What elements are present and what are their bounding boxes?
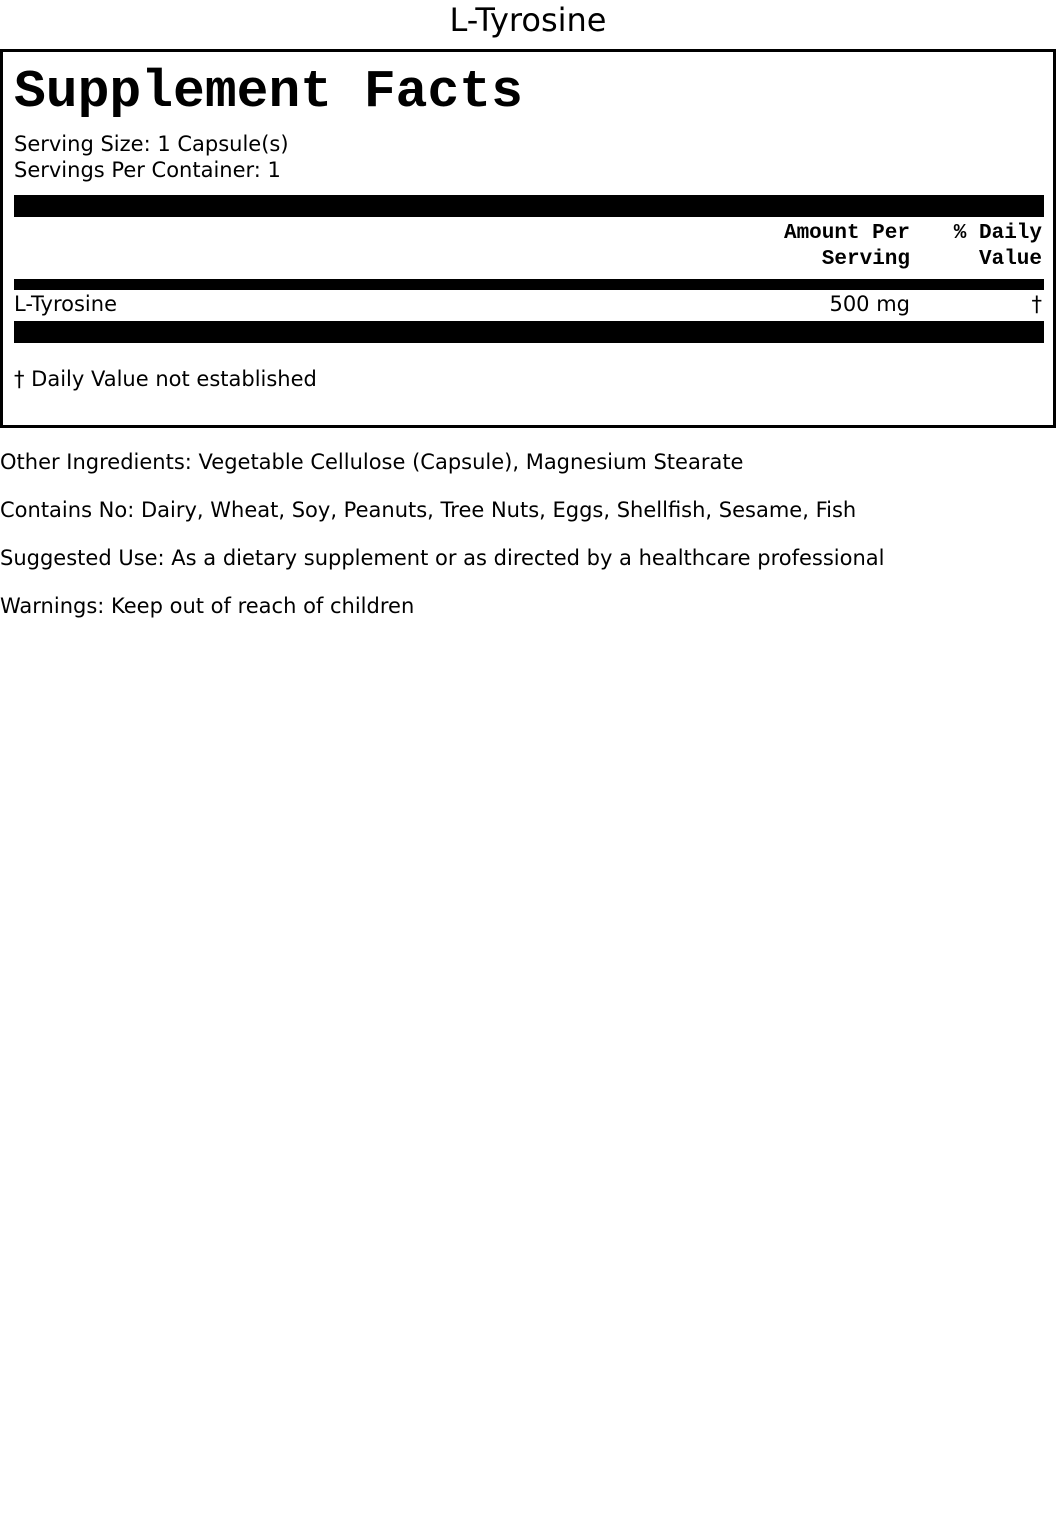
daily-value-footnote: † Daily Value not established: [14, 367, 317, 391]
divider-thick-bottom: [14, 321, 1044, 343]
column-header-amount-per-serving: Amount Per Serving: [783, 222, 910, 271]
facts-heading: Supplement Facts: [14, 62, 523, 122]
contains-no: Contains No: Dairy, Wheat, Soy, Peanuts, Tree Nuts, Eggs, Shellfish, Sesame, Fish: [0, 498, 857, 522]
other-ingredients: Other Ingredients: Vegetable Cellulose (Capsule), Magnesium Stearate: [0, 450, 744, 474]
nutrient-name: L-Tyrosine: [14, 292, 117, 316]
product-title: L-Tyrosine: [449, 1, 607, 39]
nutrient-amount: 500 mg: [829, 292, 910, 316]
divider-medium: [14, 279, 1044, 290]
suggested-use: Suggested Use: As a dietary supplement or as directed by a healthcare professional: [0, 546, 885, 570]
serving-size: Serving Size: 1 Capsule(s): [14, 132, 289, 156]
warnings: Warnings: Keep out of reach of children: [0, 594, 415, 618]
supplement-facts-panel: [0, 49, 1056, 428]
column-header-daily-value: % Daily Value: [953, 222, 1042, 271]
nutrient-daily-value: †: [1031, 292, 1042, 316]
servings-per-container: Servings Per Container: 1: [14, 158, 281, 182]
divider-thick-top: [14, 195, 1044, 217]
